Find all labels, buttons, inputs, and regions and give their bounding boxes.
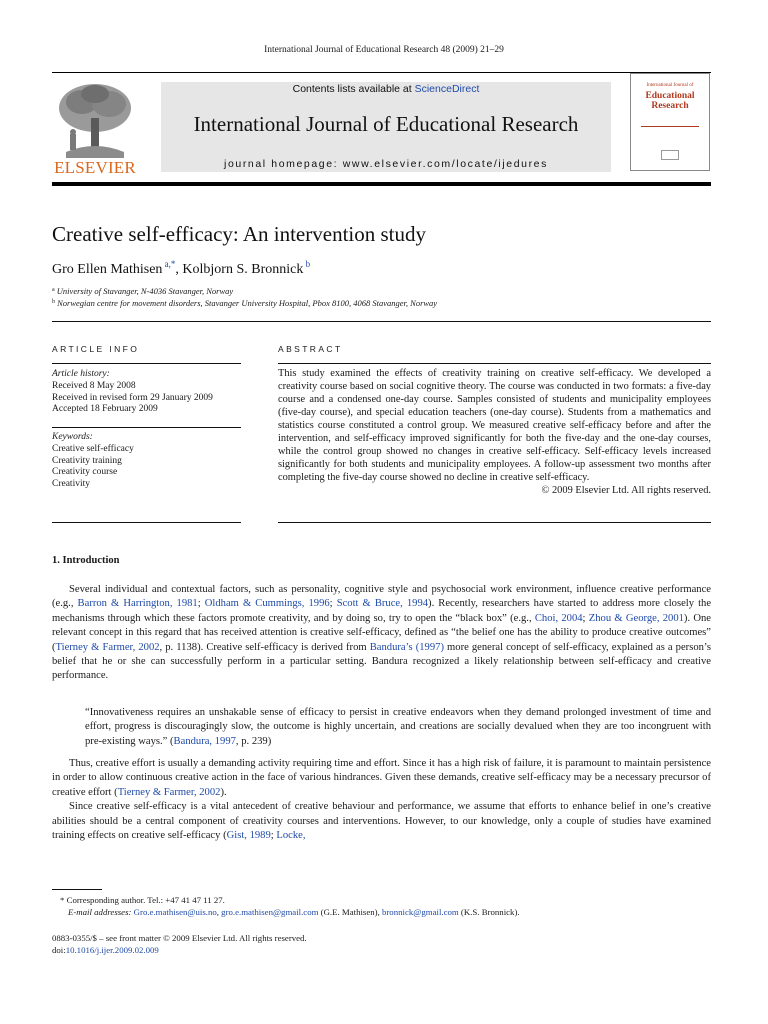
rich-paragraph (52, 800, 711, 843)
affiliation-b (52, 298, 437, 308)
citation-link[interactable]: Choi, 2004 (534, 612, 583, 624)
citation-link[interactable]: Gist, 1989 (226, 830, 271, 842)
text-run: Thus, creative effort is usually a demanding activity requiring time and effort. Since it has a high risk of failure, it is paramount to maintain persistence in order to allow continuous creative action in the face of various hindrances. Given these demands, creative self-efficacy may be a necessary precursor of creative effort ( (52, 758, 711, 798)
citation-link[interactable]: Zhou & George, 2001 (588, 612, 684, 624)
article-title: Creative self-efficacy: An intervention study (52, 222, 426, 246)
issn-line: 0883-0355/$ – see front matter © 2009 Elsevier Ltd. All rights reserved. (52, 933, 307, 943)
text-run: ; (270, 830, 277, 842)
block-quote (85, 706, 711, 749)
text-run: ). One relevant concept in this regard that has received attention is creative self-efficacy, defined as “the belief one has the ability to produce creative outcomes” ( (52, 612, 711, 653)
journal-banner (161, 82, 611, 172)
doi-line (52, 944, 159, 956)
abstract-heading: ABSTRACT (278, 344, 343, 354)
footnote-rule (52, 889, 102, 890)
author-mathisen: Gro Ellen Mathisen (52, 262, 163, 277)
article-info-bottom-rule (52, 522, 241, 523)
author1-sup: a,* (164, 259, 176, 269)
abstract-text: This study examined the effects of creativity training on creative self-efficacy. We developed a creativity course based on social cognitive theory. The course was conducted in two formats: a five-day course and a condensed one-day course. Samples consisted of students and municipality employees (five-day course), and special education teachers (one-day course). Students from a mathematics and statistics course constituted a control group. We measured creative self-efficacy before and after the intervention, and self-efficacy improved significantly for both the five-day and the one-day courses, while the control group showed no changes in creative self-efficacy. Self-efficacy levels increased significantly for both students and municipality employees. A follow-up assessment two months after completing the five-day course showed no decline in creative self-efficacy. (278, 368, 711, 483)
author-separator: , (175, 262, 183, 277)
keywords-label: Keywords: (52, 432, 93, 442)
email-separator: , (216, 907, 222, 917)
abstract-body (278, 367, 711, 497)
contents-line (161, 83, 611, 95)
author-mathisen-affiliation-link[interactable] (162, 259, 175, 269)
intro-paragraphs-2-3 (52, 757, 711, 843)
citation-link[interactable]: Oldham & Cummings, 1996 (204, 598, 330, 610)
email-note (68, 906, 520, 918)
citation-link[interactable]: Scott & Bruce, 1994 (336, 598, 429, 610)
abstract-rule (278, 363, 711, 364)
email-mathisen-tag: (G.E. Mathisen), (318, 907, 382, 917)
history-revised: Received in revised form 29 January 2009 (52, 392, 213, 403)
affil-b-text: Norwegian centre for movement disorders, Stavanger University Hospital, Pbox 8100, 4068 Stavanger, Norway (57, 298, 438, 308)
abstract-copyright: © 2009 Elsevier Ltd. All rights reserved. (541, 485, 711, 496)
text-run: ; (329, 598, 337, 610)
article-info-rule (52, 363, 241, 364)
journal-masthead (52, 72, 711, 183)
keyword-item: Creative self-efficacy (52, 443, 134, 454)
citation-link[interactable]: Barron & Harrington, 1981 (77, 598, 198, 610)
text-run: ). Recently, researchers have started to address more closely the mechanisms through which these factors promote creativity, and by doing so, try to open the “black box” (e.g., (52, 598, 712, 624)
email-link-bronnick[interactable]: bronnick@gmail.com (381, 907, 459, 917)
text-run: “Innovativeness requires an unshakable sense of efficacy to persist in creative endeavors when they demand prolonged investment of time and effort, progress is discouragingly slow, the outcome is highly uncertain, and creations are socially devalued when they are too incongruent with pre-existing ways.” ( (85, 707, 711, 747)
affiliation-a (52, 286, 233, 296)
text-run: ). (220, 786, 227, 798)
author-bronnick-affiliation-link[interactable] (303, 259, 310, 269)
doi-link[interactable]: 10.1016/j.ijer.2009.02.009 (65, 945, 159, 955)
cover-small-text: International Journal of (646, 83, 694, 88)
text-run: Since creative self-efficacy is a vital antecedent of creative behaviour and performance, we assume that efforts to enhance belief in one’s creative abilities should be a central component of creativity courses and interventions. However, to our knowledge, only a couple of studies have examined training effects on creative self-efficacy ( (52, 801, 711, 842)
text-run: ; (197, 598, 205, 610)
journal-cover-thumbnail[interactable] (630, 73, 710, 171)
author-line (52, 259, 310, 278)
email-label: E-mail addresses: (68, 907, 132, 917)
keyword-item: Creativity course (52, 467, 118, 478)
text-run: Several individual and contextual factors, such as personality, cognitive style and psychosocial work environment, influence creative performance (e.g., (52, 584, 711, 610)
journal-title: International Journal of Educational Research (193, 112, 579, 136)
corresponding-author-note: * Corresponding author. Tel.: +47 41 47 11 27. (60, 895, 225, 905)
abstract-bottom-rule (278, 522, 711, 523)
email-link-uis[interactable]: Gro.e.mathisen@uis.no (133, 907, 217, 917)
citation-link[interactable]: Tierney & Farmer, 2002 (55, 641, 160, 653)
article-history (52, 369, 241, 416)
affil-a-text: University of Stavanger, N-4036 Stavanger, Norway (56, 286, 234, 296)
article-info-heading: ARTICLE INFO (52, 344, 140, 354)
header-divider (52, 321, 711, 322)
citation-link[interactable]: Tierney & Farmer, 2002 (117, 786, 221, 798)
author-bronnick: Kolbjorn S. Bronnick (182, 262, 304, 277)
keywords-block (52, 432, 241, 491)
citation-link[interactable]: Bandura, 1997 (173, 735, 236, 747)
rich-paragraph (52, 757, 711, 800)
keyword-item: Creativity (52, 479, 90, 490)
citation-link[interactable]: Bandura’s (1997) (369, 641, 444, 653)
journal-homepage[interactable]: journal homepage: www.elsevier.com/locate/ijedures (224, 158, 548, 170)
rich-paragraph (52, 583, 711, 684)
citation-link[interactable]: Locke, (276, 830, 306, 842)
running-head: International Journal of Educational Research 48 (2009) 21–29 (264, 45, 504, 55)
introduction-heading: 1. Introduction (52, 555, 120, 566)
author2-sup: b (305, 259, 311, 269)
text-run: , p. 1138). Creative self-efficacy is derived from (159, 641, 370, 653)
elsevier-wordmark: ELSEVIER (54, 158, 136, 177)
doi-label: doi: (52, 945, 66, 955)
affil-a-marker: a (52, 287, 55, 293)
history-accepted: Accepted 18 February 2009 (52, 404, 158, 415)
contents-prefix: Contents lists available at (292, 83, 415, 95)
history-received: Received 8 May 2008 (52, 380, 136, 391)
keyword-item: Creativity training (52, 455, 122, 466)
keywords-rule (52, 427, 241, 428)
text-run: ; (582, 612, 589, 624)
email-link-gmail[interactable]: gro.e.mathisen@gmail.com (221, 907, 319, 917)
cover-title-line2: Research (651, 101, 689, 111)
cover-title (631, 91, 709, 111)
cover-title-line1: Educational (645, 91, 695, 101)
email-bronnick-tag: (K.S. Bronnick). (458, 907, 520, 917)
sciencedirect-link[interactable]: ScienceDirect (414, 83, 480, 95)
history-label: Article history: (52, 369, 110, 379)
text-run: , p. 239) (235, 735, 272, 747)
intro-paragraph-1 (52, 583, 711, 684)
masthead-bottom-rule (52, 182, 711, 186)
cover-publisher-logo-icon (661, 150, 679, 160)
masthead-top-rule (52, 72, 711, 73)
affil-b-marker: b (52, 299, 55, 305)
cover-divider (641, 126, 699, 127)
elsevier-logo[interactable] (52, 82, 138, 182)
text-run: more general concept of self-efficacy, explained as a person’s belief that he or she can successfully perform in a particular setting. Bandura recognized a likely relationship between self-efficacy and creative performance. (52, 641, 711, 682)
elsevier-tree-icon (54, 82, 136, 158)
